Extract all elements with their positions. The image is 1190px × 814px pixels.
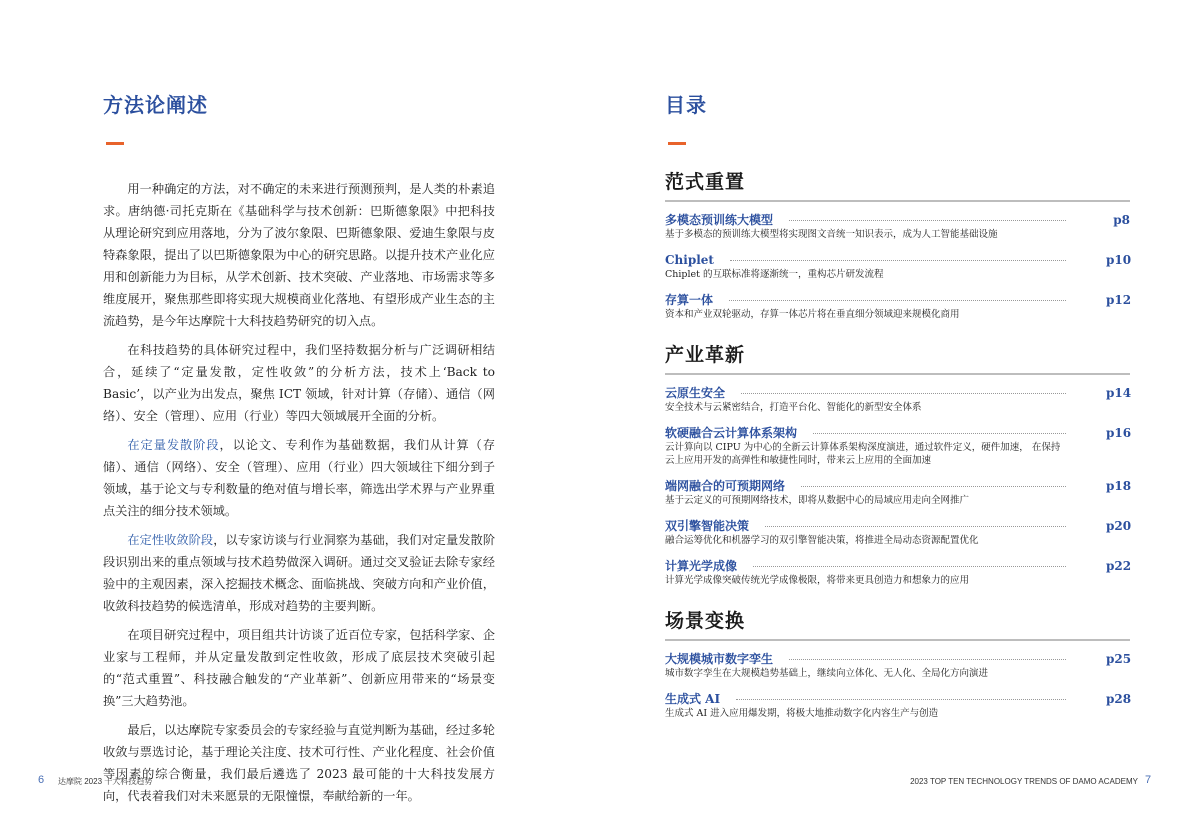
toc-item-description: 计算光学成像突破传统光学成像极限，将带来更具创造力和想象力的应用	[665, 575, 970, 586]
toc-item[interactable]	[665, 558, 1130, 587]
highlight-phrase: 在定量发散阶段	[127, 438, 220, 452]
toc-page-number[interactable]: p25	[1106, 652, 1132, 666]
toc-item-description: 融合运筹优化和机器学习的双引擎智能决策，将推进全局动态资源配置优化	[665, 535, 979, 546]
toc-title: 目录	[665, 93, 707, 117]
section-title: 范式重置	[665, 168, 1130, 202]
body-paragraph	[103, 339, 495, 427]
toc-item-title[interactable]: 大规模城市数字孪生	[665, 652, 774, 666]
toc-page-number[interactable]: p8	[1113, 213, 1130, 227]
toc-item[interactable]	[665, 212, 1130, 241]
page-number-right: 7	[1145, 774, 1152, 786]
toc-page-number[interactable]: p20	[1106, 519, 1132, 533]
toc-item-title[interactable]: 多模态预训练大模型	[665, 213, 774, 227]
accent-dash	[106, 142, 124, 145]
body-paragraph	[103, 529, 495, 617]
toc-item-description: 云计算向以 CIPU 为中心的全新云计算体系架构深度演进，通过软件定义，硬件加速， 在保持云上应用开发的高弹性和敏捷性同时，带来云上应用的全面加速	[665, 442, 1061, 466]
toc-item[interactable]	[665, 252, 1130, 281]
paragraph-text: 用一种确定的方法，对不确定的未来进行预测预判，是人类的朴素追求。唐纳德·司托克斯在《基础科学与技术创新：巴斯德象限》中把科技从理论研究到应用落地，分为了波尔象限、巴斯德象限、爱迪生象限与皮特森象限，提出了以巴斯德象限为中心的研究思路。以提升技术产业化应用和创新能力为目标，从学术创新、技术突破、产业落地、市场需求等多维度展开，聚焦那些即将实现大规模商业化落地、有望形成产业生态的主流趋势，是今年达摩院十大科技趋势研究的切入点。	[103, 182, 495, 328]
toc-item-description: 基于云定义的可预期网络技术，即将从数据中心的局域应用走向全网推广	[665, 495, 970, 506]
toc-page-number[interactable]: p12	[1106, 293, 1132, 307]
toc-item-title[interactable]: 云原生安全	[665, 386, 726, 400]
toc-page-number[interactable]: p22	[1106, 559, 1132, 573]
dot-leader	[789, 220, 1066, 221]
methodology-body	[103, 178, 495, 814]
toc-item-description: 安全技术与云紧密结合，打造平台化、智能化的新型安全体系	[665, 402, 922, 413]
section-title: 产业革新	[665, 341, 1130, 375]
paragraph-text: 在项目研究过程中，项目组共计访谈了近百位专家，包括科学家、企业家与工程师，并从定量发散到定性收敛，形成了底层技术突破引起的“范式重置”、科技融合触发的“产业革新”、创新应用带来的“场景变换”三大趋势池。	[103, 628, 495, 708]
toc-item-title[interactable]: 生成式 AI	[665, 692, 721, 706]
dot-leader	[813, 433, 1066, 434]
dot-leader	[801, 486, 1066, 487]
footer-right-text: 2023 TOP TEN TECHNOLOGY TRENDS OF DAMO ACADEMY	[910, 777, 1138, 786]
page-title-methodology: 方法论阐述	[103, 93, 208, 117]
body-paragraph	[103, 624, 495, 712]
toc-item-title[interactable]: 端网融合的可预期网络	[665, 479, 786, 493]
toc-section	[665, 341, 1130, 587]
table-of-contents	[665, 168, 1130, 740]
dot-leader	[736, 699, 1066, 700]
paragraph-text: 最后，以达摩院专家委员会的专家经验与直觉判断为基础，经过多轮收敛与票选讨论，基于理论关注度、技术可行性、产业化程度、社会价值等因素的综合衡量，我们最后遴选了 2023 最可能的十大科技发展方向，代表着我们对未来愿景的无限憧憬，奉献给新的一年。	[103, 723, 495, 803]
toc-item-title[interactable]: 双引擎智能决策	[665, 519, 750, 533]
toc-item-title[interactable]: 存算一体	[665, 293, 714, 307]
body-paragraph	[103, 178, 495, 332]
paragraph-text: 在科技趋势的具体研究过程中，我们坚持数据分析与广泛调研相结合，延续了“定量发散，定性收敛”的分析方法，技术上‘Back to Basic’，以产业为出发点，聚焦 ICT 领域，针对计算（存储）、通信（网络）、安全（管理）、应用（行业）等四大领域展开全面的分析。	[103, 343, 495, 423]
toc-item-description: Chiplet 的互联标准将逐渐统一，重构芯片研发流程	[665, 269, 884, 280]
toc-page-number[interactable]: p10	[1106, 253, 1132, 267]
toc-item[interactable]	[665, 385, 1130, 414]
toc-item-title[interactable]: 计算光学成像	[665, 559, 738, 573]
dot-leader	[753, 566, 1066, 567]
toc-item-description: 城市数字孪生在大规模趋势基础上，继续向立体化、无人化、全局化方向演进	[665, 668, 989, 679]
toc-item-description: 基于多模态的预训练大模型将实现图文音统一知识表示，成为人工智能基础设施	[665, 229, 998, 240]
dot-leader	[789, 659, 1066, 660]
toc-item[interactable]	[665, 518, 1130, 547]
toc-item-description: 生成式 AI 进入应用爆发期，将极大地推动数字化内容生产与创造	[665, 708, 939, 719]
highlight-phrase: 在定性收敛阶段	[127, 533, 214, 547]
toc-section	[665, 607, 1130, 720]
body-paragraph	[103, 719, 495, 807]
toc-page-number[interactable]: p14	[1106, 386, 1132, 400]
toc-item-title[interactable]: 软硬融合云计算体系架构	[665, 426, 798, 440]
toc-page-number[interactable]: p16	[1106, 426, 1132, 440]
page-number-left: 6	[38, 774, 45, 786]
paragraph-text: ，以论文、专利作为基础数据，我们从计算（存储）、通信（网络）、安全（管理）、应用（行业）四大领域往下细分到子领域，基于论文与专利数量的绝对值与增长率，筛选出学术界与产业界重点关注的细分技术领域。	[103, 438, 496, 518]
toc-item[interactable]	[665, 651, 1130, 680]
toc-page-number[interactable]: p28	[1106, 692, 1132, 706]
toc-page-number[interactable]: p18	[1106, 479, 1132, 493]
dot-leader	[729, 300, 1066, 301]
paragraph-text: ，以专家访谈与行业洞察为基础，我们对定量发散阶段识别出来的重点领域与技术趋势做深入调研。通过交叉验证去除专家经验中的主观因素，深入挖掘技术概念、面临挑战、突破方向和产业价值，收敛科技趋势的候选清单，形成对趋势的主要判断。	[103, 533, 496, 613]
accent-dash	[668, 142, 686, 145]
toc-section	[665, 168, 1130, 321]
toc-item[interactable]	[665, 425, 1130, 467]
dot-leader	[741, 393, 1066, 394]
dot-leader	[730, 260, 1066, 261]
section-title: 场景变换	[665, 607, 1130, 641]
toc-item[interactable]	[665, 478, 1130, 507]
toc-item-description: 资本和产业双轮驱动，存算一体芯片将在垂直细分领域迎来规模化商用	[665, 309, 960, 320]
toc-item-title[interactable]: Chiplet	[665, 253, 714, 267]
footer-left-text: 达摩院 2023 十大科技趋势	[58, 777, 153, 786]
toc-item[interactable]	[665, 292, 1130, 321]
body-paragraph	[103, 434, 495, 522]
dot-leader	[765, 526, 1066, 527]
toc-item[interactable]	[665, 691, 1130, 720]
